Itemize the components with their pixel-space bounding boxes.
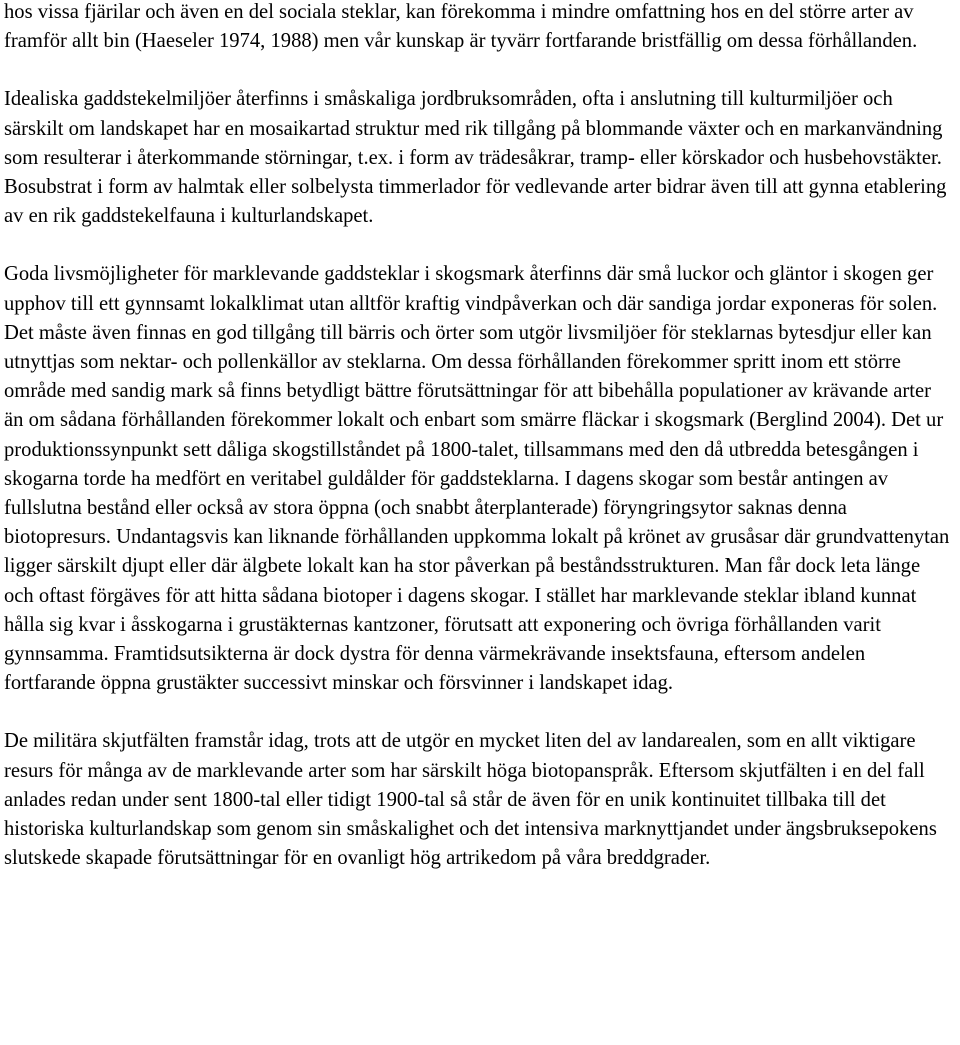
paragraph-4: De militära skjutfälten framstår idag, trots att de utgör en mycket liten del av landarealen, som en allt viktigare resurs för många av de marklevande arter som har särskilt höga biotopanspråk. Eftersom skjutfälten i en del fall anlades redan under sent 1800-tal eller tidigt 1900-tal så står de även för en unik kontinuitet tillbaka till det historiska kulturlandskap som genom sin småskalighet och det intensiva marknyttjandet under ängsbruksepokens slutskede skapade förutsättningar för en ovanligt hög artrikedom på våra breddgrader. (4, 730, 937, 870)
paragraph-3: Goda livsmöjligheter för marklevande gaddsteklar i skogsmark återfinns där små luckor och gläntor i skogen ger upphov till ett gynnsamt lokalklimat utan alltför kraftig vindpåverkan och där sandiga jordar exponeras för solen. Det måste även finnas en god tillgång till bärris och örter som utgör livsmiljöer för steklarnas bytesdjur eller kan utnyttjas som nektar- och pollenkällor av steklarna. Om dessa förhållanden förekommer spritt inom ett större område med sandig mark så finns betydligt bättre förutsättningar för att bibehålla populationer av krävande arter än om sådana förhållanden förekommer lokalt och enbart som smärre fläckar i skogsmark (Berglind 2004). Det ur produktionssynpunkt sett dåliga skogstillståndet på 1800-talet, tillsammans med den då utbredda betesgången i skogarna torde ha medfört en veritabel guldålder för gaddsteklarna. I dagens skogar som består antingen av fullslutna bestånd eller också av stora öppna (och snabbt återplanterade) föryngringsytor saknas denna biotopresurs. Undantagsvis kan liknande förhållanden uppkomma lokalt på krönet av grusåsar där grundvattenytan ligger särskilt djupt eller där älgbete lokalt kan ha stor påverkan på beståndsstrukturen. Man får dock leta länge och oftast förgäves för att hitta sådana biotoper i dagens skogar. I stället har marklevande steklar ibland kunnat hålla sig kvar i åsskogarna i grustäkternas kantzoner, förutsatt att exponering och övriga förhållanden varit gynnsamma. Framtidsutsikterna är dock dystra för denna värmekrävande insektsfauna, eftersom andelen fortfarande öppna grustäkter successivt minskar och försvinner i landskapet idag. (4, 263, 950, 695)
paragraph-1: hos vissa fjärilar och även en del sociala steklar, kan förekomma i mindre omfattning hos en del större arter av framför allt bin (Haeseler 1974, 1988) men vår kunskap är tyvärr fortfarande bristfällig om dessa förhållanden. (4, 1, 918, 53)
paragraph-2: Idealiska gaddstekelmiljöer återfinns i småskaliga jordbruksområden, ofta i anslutning till kulturmiljöer och särskilt om landskapet har en mosaikartad struktur med rik tillgång på blommande växter och en markanvändning som resulterar i återkommande störningar, t.ex. i form av trädesåkrar, tramp- eller körskador och husbehovstäkter. Bosubstrat i form av halmtak eller solbelysta timmerlador för vedlevande arter bidrar även till att gynna etablering av en rik gaddstekelfauna i kulturlandskapet. (4, 88, 947, 228)
